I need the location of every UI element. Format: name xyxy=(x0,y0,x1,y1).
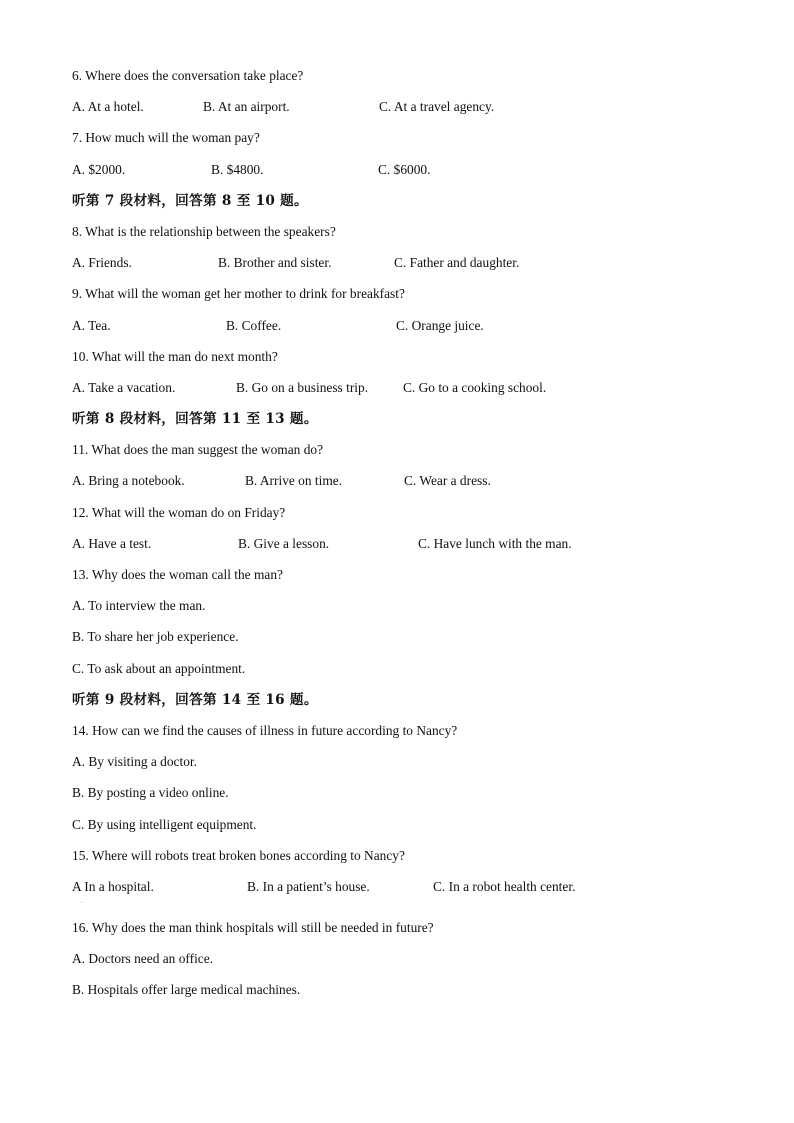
option-14c: C. By using intelligent equipment. xyxy=(72,816,257,832)
option-8c: C. Father and daughter. xyxy=(394,255,520,271)
exam-page xyxy=(72,66,752,1012)
option-6c: C. At a travel agency. xyxy=(379,99,495,115)
option-13a: A. To interview the man. xyxy=(72,598,206,614)
options-10 xyxy=(72,378,752,409)
option-12a: A. Have a test. xyxy=(72,535,152,551)
options-9 xyxy=(72,316,752,347)
option-9c: C. Orange juice. xyxy=(396,317,484,333)
options-6 xyxy=(72,97,752,128)
question-16: 16. Why does the man think hospitals will still be needed in future? xyxy=(72,920,434,936)
option-12b: B. Give a lesson. xyxy=(238,535,330,551)
question-6: 6. Where does the conversation take place? xyxy=(72,68,304,83)
option-8a: A. Friends. xyxy=(72,255,132,271)
option-16b: B. Hospitals offer large medical machines. xyxy=(72,982,301,998)
option-9b: B. Coffee. xyxy=(226,317,282,333)
question-12: 12. What will the woman do on Friday? xyxy=(72,504,286,520)
option-12c: C. Have lunch with the man. xyxy=(418,535,572,551)
option-6b: B. At an airport. xyxy=(203,99,290,115)
option-10b: B. Go on a business trip. xyxy=(236,379,369,395)
option-7a: A. $2000. xyxy=(72,161,126,177)
option-15c: C. In a robot health center. xyxy=(433,878,576,894)
option-15a: A In a hospital. xyxy=(72,878,154,894)
option-11c: C. Wear a dress. xyxy=(404,473,491,489)
section-heading-9: 听第 9 段材料，回答第 14 至 16 题。 xyxy=(72,691,318,708)
question-8: 8. What is the relationship between the speakers? xyxy=(72,223,336,239)
option-8b: B. Brother and sister. xyxy=(218,255,332,271)
options-7 xyxy=(72,160,752,191)
question-10: 10. What will the man do next month? xyxy=(72,348,278,364)
option-7c: C. $6000. xyxy=(378,161,431,177)
option-9a: A. Tea. xyxy=(72,317,111,333)
question-11: 11. What does the man suggest the woman do? xyxy=(72,442,324,458)
option-14b: B. By posting a video online. xyxy=(72,785,229,801)
question-7: 7. How much will the woman pay? xyxy=(72,130,260,146)
option-13b: B. To share her job experience. xyxy=(72,629,239,645)
options-8 xyxy=(72,253,752,284)
question-13: 13. Why does the woman call the man? xyxy=(72,567,283,582)
option-11a: A. Bring a notebook. xyxy=(72,473,185,489)
options-15 xyxy=(72,877,752,908)
option-16a: A. Doctors need an office. xyxy=(72,951,214,967)
option-10c: C. Go to a cooking school. xyxy=(403,379,547,395)
option-14a: A. By visiting a doctor. xyxy=(72,754,197,770)
section-heading-7: 听第 7 段材料，回答第 8 至 10 题。 xyxy=(72,192,308,209)
options-12 xyxy=(72,534,752,565)
options-11 xyxy=(72,471,752,502)
option-15b: B. In a patient’s house. xyxy=(247,878,370,894)
option-13c: C. To ask about an appointment. xyxy=(72,660,246,676)
option-10a: A. Take a vacation. xyxy=(72,379,176,395)
question-14: 14. How can we find the causes of illness in future according to Nancy? xyxy=(72,722,458,738)
option-11b: B. Arrive on time. xyxy=(245,473,343,489)
question-9: 9. What will the woman get her mother to drink for breakfast? xyxy=(72,286,405,302)
section-heading-8: 听第 8 段材料，回答第 11 至 13 题。 xyxy=(72,411,318,428)
stray-mark: . xyxy=(81,898,83,905)
option-6a: A. At a hotel. xyxy=(72,99,144,115)
option-7b: B. $4800. xyxy=(211,161,264,177)
question-15: 15. Where will robots treat broken bones according to Nancy? xyxy=(72,847,405,863)
spacer xyxy=(72,908,752,918)
